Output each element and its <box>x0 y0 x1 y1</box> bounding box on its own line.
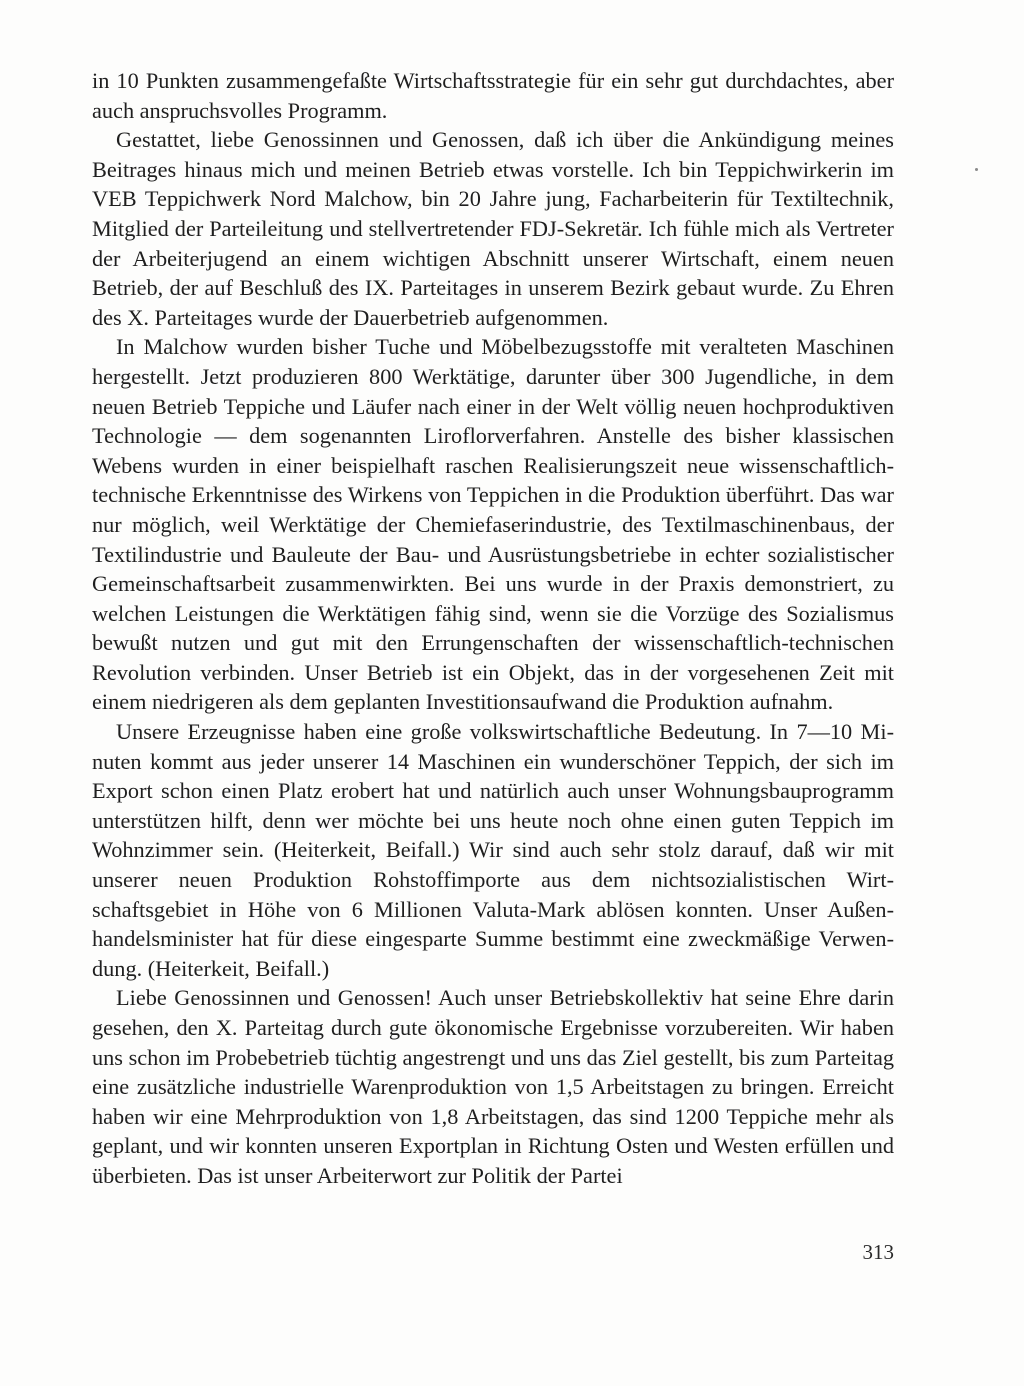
margin-speck <box>975 168 978 171</box>
paragraph-1: in 10 Punkten zusammengefaßte Wirtschaftsstrategie für ein sehr gut durchdachtes, aber auch anspruchsvolles Programm. <box>92 68 894 123</box>
paragraph-3: In Malchow wurden bisher Tuche und Möbelbezugsstoffe mit veralteten Maschinen hergestellt. Jetzt produzieren 800 Werktätige, darunter über 300 Jugendliche, in dem neuen Betrieb Teppiche und Läufer nach einer in der Welt völlig neuen hochproduktiven Technologie — dem sogenannten Liroflorverfahren. Anstelle des bisher klassischen Webens wurden in einer beispielhaft raschen Realisierungszeit neue wissenschaftlich-technische Erkenntnisse des Wirkens von Teppichen in die Produktion überführt. Das war nur möglich, weil Werktätige der Chemiefaserindustrie, des Textilmaschinenbaus, der Textilindustrie und Bauleute der Bau- und Ausrüstungsbetriebe in echter sozialistischer Gemeinschaftsarbeit zusammenwirkten. Bei uns wurde in der Praxis demonstriert, zu welchen Leistungen die Werktätigen fähig sind, wenn sie die Vorzüge des Sozialismus bewußt nutzen und gut mit den Errungenschaften der wissenschaftlich-technischen Revolution verbinden. Unser Betrieb ist ein Objekt, das in der vorgesehenen Zeit mit einem niedrigeren als dem geplanten Investitionsaufwand die Produktion aufnahm. <box>92 334 894 715</box>
paragraph-5: Liebe Genossinnen und Genossen! Auch unser Betriebskollektiv hat seine Ehre darin gesehen, den X. Parteitag durch gute ökonomische Ergebnisse vorzubereiten. Wir haben uns schon im Probebetrieb tüchtig angestrengt und uns das Ziel gestellt, bis zum Parteitag eine zusätzliche industrielle Warenproduktion von 1,5 Arbeitstagen zu bringen. Erreicht haben wir eine Mehrproduktion von 1,8 Arbeitstagen, das sind 1200 Teppiche mehr als geplant, und wir konnten unseren Exportplan in Richtung Osten und Westen erfüllen und überbieten. Das ist unser Arbeiterwort zur Politik der Partei <box>92 985 894 1188</box>
paragraph-4: Unsere Erzeugnisse haben eine große volkswirtschaftliche Bedeutung. In 7—10 Minuten kommt aus jeder unserer 14 Maschinen ein wunderschöner Teppich, der sich im Export schon einen Platz erobert hat und natürlich auch unser Wohnungsbauprogramm unterstützen hilft, denn wer möchte bei uns heute noch ohne einen guten Teppich im Wohnzimmer sein. (Heiterkeit, Beifall.) Wir sind auch sehr stolz darauf, daß wir mit unserer neuen Produktion Rohstoffimporte aus dem nichtsozialistischen Wirtschaftsgebiet in Höhe von 6 Millionen Valuta-Mark ablösen konnten. Unser Außenhandelsminister hat für diese eingesparte Summe bestimmt eine zweckmäßige Verwendung. (Heiterkeit, Beifall.) <box>92 719 894 981</box>
body-text <box>92 66 894 1191</box>
paragraph-2: Gestattet, liebe Genossinnen und Genossen, daß ich über die Ankündigung meines Beitrages hinaus mich und meinen Betrieb etwas vorstelle. Ich bin Teppichwirkerin im VEB Teppichwerk Nord Malchow, bin 20 Jahre jung, Facharbeiterin für Textiltechnik, Mitglied der Parteileitung und stellvertretender FDJ-Sekretär. Ich fühle mich als Vertreter der Arbeiterjugend an einem wichtigen Abschnitt unserer Wirtschaft, einem neuen Betrieb, der auf Beschluß des IX. Parteitages in unserem Bezirk gebaut wurde. Zu Ehren des X. Parteitages wurde der Dauerbetrieb aufgenommen. <box>92 127 894 330</box>
page-number: 313 <box>862 1240 894 1264</box>
